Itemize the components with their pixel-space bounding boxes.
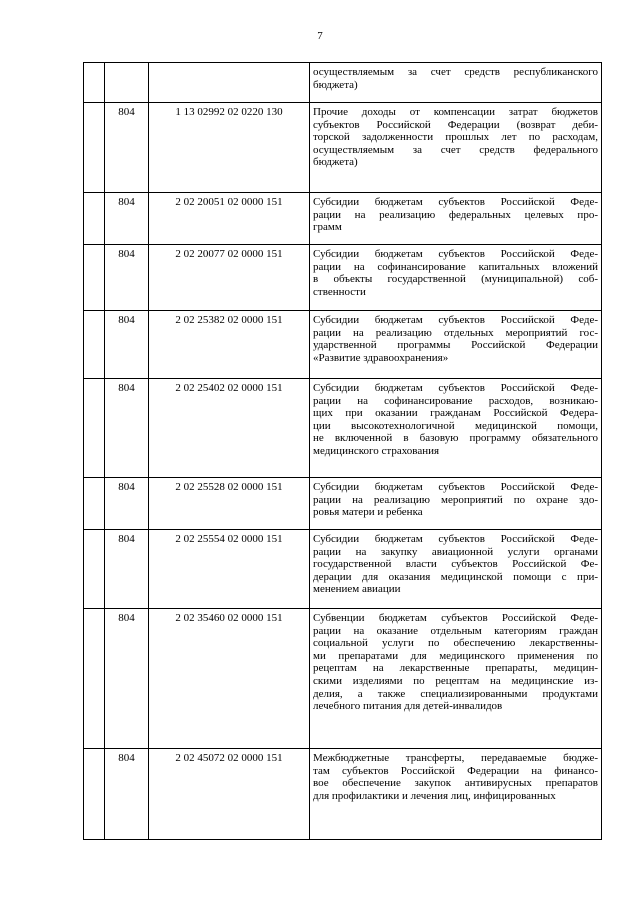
blank-cell — [84, 478, 105, 530]
description-line: рации на оказание отдельным категориям граждан — [313, 624, 598, 637]
budget-classification-code-cell: 2 02 45072 02 0000 151 — [149, 749, 310, 840]
revenue-description-cell — [310, 311, 602, 379]
description-line: государственной власти субъектов Российской Фе- — [313, 558, 598, 571]
description-line: не включенной в базовую программу обязательного — [313, 432, 598, 445]
description-line: социальной услуги по обеспечению лекарственны- — [313, 637, 598, 650]
description-line: рации на софинансирование расходов, возникаю- — [313, 394, 598, 407]
blank-cell — [84, 609, 105, 749]
table-row — [84, 530, 602, 609]
description-line: медицинского страхования — [313, 444, 440, 457]
administrator-code-cell: 804 — [105, 193, 149, 245]
description-line: Субсидии бюджетам субъектов Российской Феде- — [313, 533, 598, 545]
administrator-code-cell — [105, 63, 149, 103]
description-line: там субъектов Российской Федерации на финансо- — [313, 764, 598, 777]
description-line: рецептам на лекарственные препараты, медицин- — [313, 662, 598, 675]
blank-cell — [84, 749, 105, 840]
blank-cell — [84, 311, 105, 379]
description-line: менением авиации — [313, 583, 401, 596]
description-line: «Развитие здравоохранения» — [313, 351, 449, 364]
revenue-description-cell — [310, 530, 602, 609]
budget-classification-code-cell: 2 02 35460 02 0000 151 — [149, 609, 310, 749]
description-line: Субвенции бюджетам субъектов Российской Феде- — [313, 612, 598, 624]
revenue-description-cell — [310, 478, 602, 530]
page-number: 7 — [317, 30, 323, 42]
table-row — [84, 193, 602, 245]
description-line: Субсидии бюджетам субъектов Российской Феде- — [313, 314, 598, 326]
revenue-description-cell — [310, 103, 602, 193]
budget-classification-code-cell: 2 02 25554 02 0000 151 — [149, 530, 310, 609]
budget-classification-code-cell: 2 02 20077 02 0000 151 — [149, 245, 310, 311]
administrator-code-cell: 804 — [105, 245, 149, 311]
table-row — [84, 749, 602, 840]
description-line: Межбюджетные трансферты, передаваемые бюдже- — [313, 752, 598, 764]
description-line: ственности — [313, 285, 366, 298]
revenue-description-cell — [310, 245, 602, 311]
description-line: рации на реализацию мероприятий по охране здо- — [313, 493, 598, 506]
description-line: Субсидии бюджетам субъектов Российской Феде- — [313, 248, 598, 260]
blank-cell — [84, 245, 105, 311]
table-row — [84, 245, 602, 311]
description-line: рации на реализацию федеральных целевых про- — [313, 208, 598, 221]
budget-classification-code-cell — [149, 63, 310, 103]
revenue-description-cell — [310, 609, 602, 749]
description-line: торской задолженности прошлых лет по расходам, — [313, 131, 598, 144]
description-line: Субсидии бюджетам субъектов Российской Феде- — [313, 382, 598, 394]
budget-classification-code-cell: 2 02 25402 02 0000 151 — [149, 379, 310, 478]
description-line: осуществляемым за счет средств федерального — [313, 143, 598, 156]
description-line: ми препаратами для медицинского применения по — [313, 649, 598, 662]
table-row — [84, 609, 602, 749]
budget-classification-code-cell: 2 02 20051 02 0000 151 — [149, 193, 310, 245]
description-line: рации на закупку авиационной услуги органами — [313, 545, 598, 558]
revenue-description-cell — [310, 63, 602, 103]
blank-cell — [84, 63, 105, 103]
description-line: Субсидии бюджетам субъектов Российской Феде- — [313, 481, 598, 493]
description-line: для профилактики и лечения лиц, инфицированных — [313, 789, 556, 802]
description-line: делия, а также специализированными продуктами — [313, 687, 598, 700]
administrator-code-cell: 804 — [105, 530, 149, 609]
description-line: вое обеспечение закупок антивирусных препаратов — [313, 777, 598, 790]
budget-classification-code-cell: 1 13 02992 02 0220 130 — [149, 103, 310, 193]
blank-cell — [84, 103, 105, 193]
description-line: рации на реализацию отдельных мероприятий гос- — [313, 326, 598, 339]
description-line: ровья матери и ребенка — [313, 506, 423, 519]
description-line: осуществляемым за счет средств республиканского — [313, 66, 598, 78]
administrator-code-cell: 804 — [105, 311, 149, 379]
revenue-codes-table — [83, 62, 602, 840]
budget-classification-code-cell: 2 02 25528 02 0000 151 — [149, 478, 310, 530]
description-line: бюджета) — [313, 78, 358, 91]
blank-cell — [84, 379, 105, 478]
description-line: субъектов Российской Федерации (возврат деби- — [313, 118, 598, 131]
description-line: ударственной программы Российской Федерации — [313, 339, 598, 352]
description-line: грамм — [313, 221, 342, 234]
administrator-code-cell: 804 — [105, 609, 149, 749]
revenue-description-cell — [310, 193, 602, 245]
table-row — [84, 379, 602, 478]
administrator-code-cell: 804 — [105, 103, 149, 193]
administrator-code-cell: 804 — [105, 478, 149, 530]
administrator-code-cell: 804 — [105, 749, 149, 840]
revenue-description-cell — [310, 379, 602, 478]
description-line: ции высокотехнологичной медицинской помощи, — [313, 419, 598, 432]
description-line: в объекты государственной (муниципальной) соб- — [313, 273, 598, 286]
description-line: лечебного питания для детей-инвалидов — [313, 700, 503, 713]
table-row — [84, 103, 602, 193]
budget-classification-code-cell: 2 02 25382 02 0000 151 — [149, 311, 310, 379]
description-line: Субсидии бюджетам субъектов Российской Феде- — [313, 196, 598, 208]
description-line: дерации для оказания медицинской помощи с при- — [313, 570, 598, 583]
description-line: бюджета) — [313, 156, 358, 169]
administrator-code-cell: 804 — [105, 379, 149, 478]
description-line: щих при оказании гражданам Российской Федера- — [313, 407, 598, 420]
table-row — [84, 63, 602, 103]
description-line: скими изделиями по рецептам на медицинские из- — [313, 674, 598, 687]
blank-cell — [84, 530, 105, 609]
description-line: рации на софинансирование капитальных вложений — [313, 260, 598, 273]
description-line: Прочие доходы от компенсации затрат бюджетов — [313, 106, 598, 118]
table-row — [84, 311, 602, 379]
table-row — [84, 478, 602, 530]
blank-cell — [84, 193, 105, 245]
revenue-description-cell — [310, 749, 602, 840]
